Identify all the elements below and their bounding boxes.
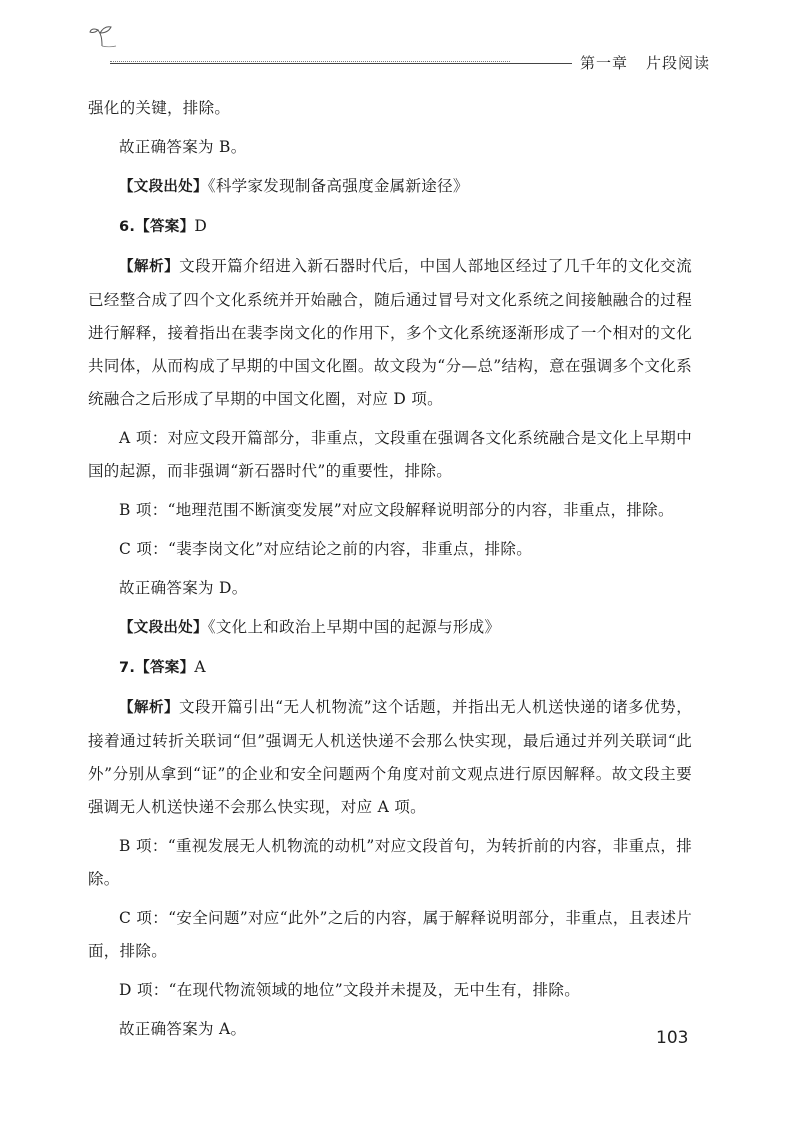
source-line: 【文段出处】《科学家发现制备高强度金属新途径》 (119, 177, 469, 195)
option-c-explanation: C 项：“安全问题”对应“此外”之后的内容，属于解释说明部分，非重点，且表述片面，排除。 (88, 909, 692, 960)
page-number: 103 (656, 1028, 689, 1048)
chapter-label: 第一章 (579, 54, 628, 72)
answer-line: 6.【答案】D (119, 217, 208, 235)
option-b-explanation: B 项：“重视发展无人机物流的动机”对应文段首句，为转折前的内容，非重点，排除。 (88, 837, 692, 888)
header-rule-dotted (110, 61, 510, 62)
analysis-paragraph: 【解析】文段开篇介绍进入新石器时代后，中国人部地区经过了几千年的文化交流已经整合成了四个文化系统并开始融合，随后通过冒号对文化系统之间接触融合的过程进行解释，接着指出在裴李岗文化的作用下，多个文化系统逐渐形成了一个相对的文化共同体，从而构成了早期的中国文化圈。故文段为“分—总”结构，意在强调多个文化系统融合之后形成了早期的中国文化圈，对应 D 项。 (88, 257, 692, 408)
option-a-explanation: A 项：对应文段开篇部分，非重点，文段重在强调各文化系统融合是文化上早期中国的起源，而非强调“新石器时代”的重要性，排除。 (88, 429, 692, 480)
answer-line: 7.【答案】A (119, 658, 206, 676)
paragraph: 故正确答案为 A。 (119, 1020, 247, 1038)
analysis-paragraph: 【解析】文段开篇引出“无人机物流”这个话题，并指出无人机送快递的诸多优势，接着通过转折关联词“但”强调无人机送快递不会那么快实现，最后通过并列关联词“此外”分别从拿到“证”的企业和安全问题两个角度对前文观点进行原因解释。故文段主要强调无人机送快递不会那么快实现，对应 A 项。 (88, 698, 692, 816)
sprout-icon (88, 22, 118, 48)
running-title (572, 52, 710, 73)
paragraph: 强化的关键，排除。 (88, 99, 231, 117)
option-c-explanation: C 项：“裴李岗文化”对应结论之前的内容，非重点，排除。 (119, 540, 533, 558)
option-b-explanation: B 项：“地理范围不断演变发展”对应文段解释说明部分的内容，非重点，排除。 (119, 501, 674, 519)
source-line: 【文段出处】《文化上和政治上早期中国的起源与形成》 (119, 618, 501, 636)
page-body (88, 92, 692, 1046)
section-label: 片段阅读 (645, 54, 710, 72)
header-rule (110, 63, 622, 64)
paragraph: 故正确答案为 D。 (119, 579, 248, 597)
running-header (88, 22, 710, 72)
option-d-explanation: D 项：“在现代物流领域的地位”文段并未提及，无中生有，排除。 (119, 981, 581, 999)
paragraph: 故正确答案为 B。 (119, 138, 247, 156)
